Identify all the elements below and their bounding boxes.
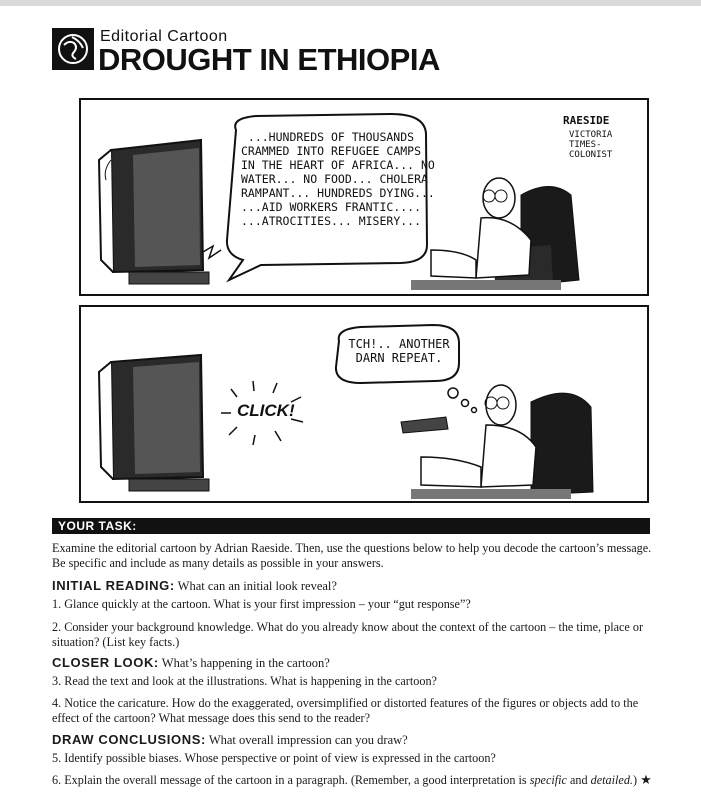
artist-signature: RAESIDE bbox=[563, 114, 610, 127]
initial-reading-title: INITIAL READING: bbox=[52, 578, 175, 593]
question-6-emphasis-specific: specific bbox=[529, 773, 567, 787]
cartoon-panel-1 bbox=[79, 98, 649, 296]
man-figure bbox=[401, 385, 536, 487]
draw-conclusions-prompt: What overall impression can you draw? bbox=[208, 733, 408, 747]
editorial-cartoon bbox=[79, 98, 649, 503]
cartoon-panel-2 bbox=[79, 305, 649, 503]
globe-logo bbox=[52, 28, 94, 70]
closer-look-heading bbox=[52, 655, 652, 671]
task-intro: Examine the editorial cartoon by Adrian Raeside. Then, use the questions below to help you decode the cartoon’s message. Be specific and include as many details as possible in your answers. bbox=[52, 541, 652, 570]
question-6-close: ) bbox=[632, 773, 638, 787]
panel-2-thought: TCH!.. ANOTHER DARN REPEAT. bbox=[348, 337, 450, 365]
question-6-emphasis-detailed: detailed. bbox=[590, 773, 633, 787]
page-title: DROUGHT IN ETHIOPIA bbox=[98, 42, 440, 77]
click-sound-effect: CLICK! bbox=[237, 401, 295, 420]
page-header bbox=[52, 28, 472, 78]
top-bar bbox=[0, 0, 701, 6]
initial-reading-prompt: What can an initial look reveal? bbox=[177, 579, 337, 593]
initial-reading-heading bbox=[52, 578, 652, 594]
header-kicker: Editorial Cartoon bbox=[100, 28, 228, 45]
panel-1-speech: ...HUNDREDS OF THOUSANDS CRAMMED INTO REFUGEE CAMPS IN THE HEART OF AFRICA... NO WATER... NO FOOD... CHOLERA RAMPANT... HUNDREDS DYING... ...AID WORKERS FRANTIC.... ...ATROCITIES... MISERY... bbox=[241, 130, 435, 228]
question-5: 5. Identify possible biases. Whose perspective or point of view is expressed in the cartoon? bbox=[52, 751, 496, 765]
question-4: 4. Notice the caricature. How do the exaggerated, oversimplified or distorted features of the figures or objects add to the effect of the cartoon? What message does this send to the reader? bbox=[52, 696, 639, 725]
newspaper-credit: VICTORIA TIMES-COLONIST bbox=[569, 130, 613, 160]
tv-icon bbox=[99, 355, 209, 491]
remote-icon bbox=[401, 417, 448, 433]
draw-conclusions-title: DRAW CONCLUSIONS: bbox=[52, 732, 206, 747]
question-6-text: 6. Explain the overall message of the cartoon in a paragraph. (Remember, a good interpretation is bbox=[52, 773, 530, 787]
globe-icon bbox=[52, 28, 94, 70]
question-6-and: and bbox=[566, 773, 591, 787]
draw-conclusions-heading bbox=[52, 732, 652, 748]
your-task-bar bbox=[52, 518, 650, 534]
star-icon: ★ bbox=[640, 772, 652, 787]
question-2: 2. Consider your background knowledge. What do you already know about the context of the cartoon – the time, place or situation? (List key facts.) bbox=[52, 620, 644, 649]
your-task-label: YOUR TASK: bbox=[58, 519, 137, 533]
question-1: 1. Glance quickly at the cartoon. What is your first impression – your “gut response”? bbox=[52, 597, 471, 611]
question-3: 3. Read the text and look at the illustrations. What is happening in the cartoon? bbox=[52, 674, 437, 688]
tv-icon bbox=[99, 140, 209, 284]
closer-look-prompt: What’s happening in the cartoon? bbox=[161, 656, 330, 670]
question-6 bbox=[52, 772, 652, 788]
closer-look-title: CLOSER LOOK: bbox=[52, 655, 159, 670]
man-figure bbox=[431, 178, 531, 278]
